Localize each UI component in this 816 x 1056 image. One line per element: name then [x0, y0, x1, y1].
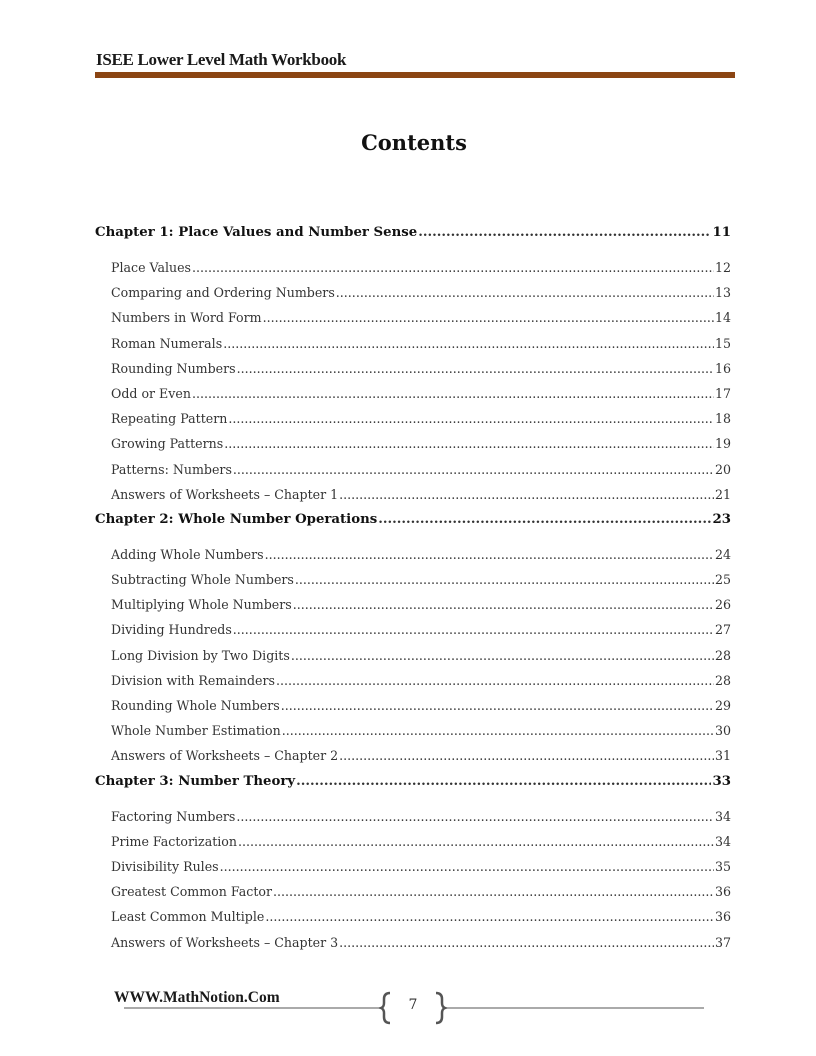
toc-topic-page: 12: [714, 260, 731, 275]
page-number: 7: [408, 997, 418, 1013]
toc-topic-title: Rounding Whole Numbers: [111, 698, 280, 713]
page-title: Contents: [361, 130, 467, 155]
toc-chapter-title: Chapter 2: Whole Number Operations: [95, 511, 378, 527]
toc-topic-title: Least Common Multiple: [111, 909, 265, 925]
toc-chapter-title: Chapter 1: Place Values and Number Sense: [95, 225, 418, 240]
toc-topic-page: 36: [714, 884, 731, 900]
toc-topic-title: Answers of Worksheets – Chapter 3: [111, 934, 339, 950]
toc-topic-page: 13: [714, 285, 731, 301]
toc-topic-title: Prime Factorization: [111, 833, 237, 849]
toc-chapter-title: Chapter 3: Number Theory: [95, 773, 296, 789]
toc-topic-title: Subtracting Whole Numbers: [111, 572, 294, 588]
toc-topic-title: Repeating Pattern: [111, 411, 228, 427]
toc-topic-page: 34: [714, 808, 731, 824]
toc-topic-page: 30: [714, 723, 731, 739]
toc-topic-page: 37: [714, 934, 731, 950]
toc-topic-page: 25: [714, 572, 731, 588]
toc-chapter-page: 33: [712, 773, 731, 789]
toc-topic-page: 19: [714, 436, 731, 452]
toc-topic-page: 28: [714, 672, 731, 688]
footer-website-url: WWW.MathNotion.Com: [114, 989, 280, 1006]
toc-topic-title: Odd or Even: [111, 385, 191, 401]
toc-topic-title: Whole Number Estimation: [111, 723, 281, 739]
toc-topic-title: Division with Remainders: [111, 672, 275, 688]
toc-topic-title: Answers of Worksheets – Chapter 2: [111, 748, 339, 764]
toc-topic-title: Factoring Numbers: [111, 808, 236, 824]
toc-topic-title: Long Division by Two Digits: [111, 647, 290, 663]
toc-topic-page: 27: [714, 622, 731, 638]
toc-topic-page: 34: [714, 833, 731, 849]
toc-topic-page: 28: [714, 647, 731, 663]
toc-topic-title: Adding Whole Numbers: [111, 546, 264, 562]
toc-topic-page: 26: [714, 597, 731, 613]
toc-topic-title: Growing Patterns: [111, 436, 224, 452]
toc-topic-title: Roman Numerals: [111, 335, 223, 351]
toc-topic-title: Comparing and Ordering Numbers: [111, 285, 335, 301]
toc-chapter-page: 23: [712, 511, 731, 527]
toc-topic-page: 18: [714, 411, 731, 427]
toc-topic-page: 21: [714, 486, 731, 502]
toc-topic-page: 29: [714, 698, 731, 713]
toc-topic-title: Numbers in Word Form: [111, 310, 262, 326]
toc-topic-page: 17: [714, 385, 731, 401]
book-header-title: ISEE Lower Level Math Workbook: [96, 50, 347, 69]
toc-topic-page: 20: [714, 461, 731, 477]
toc-topic-title: Rounding Numbers: [111, 360, 236, 376]
toc-topic-page: 35: [714, 858, 731, 874]
toc-topic-page: 15: [714, 335, 731, 351]
toc-topic-page: 24: [714, 546, 731, 562]
toc-topic-title: Dividing Hundreds: [111, 622, 232, 638]
toc-topic-title: Multiplying Whole Numbers: [111, 597, 292, 613]
toc-topic-title: Answers of Worksheets – Chapter 1: [111, 486, 339, 502]
toc-topic-title: Divisibility Rules: [111, 858, 219, 874]
toc-topic-page: 31: [714, 748, 731, 764]
toc-topic-page: 14: [714, 310, 731, 326]
toc-topic-title: Patterns: Numbers: [111, 461, 232, 477]
toc-topic-page: 36: [714, 909, 731, 925]
toc-topic-title: Place Values: [111, 260, 192, 275]
toc-topic-title: Greatest Common Factor: [111, 884, 272, 900]
toc-topic-page: 16: [714, 360, 731, 376]
toc-chapter-page: 11: [712, 225, 731, 240]
